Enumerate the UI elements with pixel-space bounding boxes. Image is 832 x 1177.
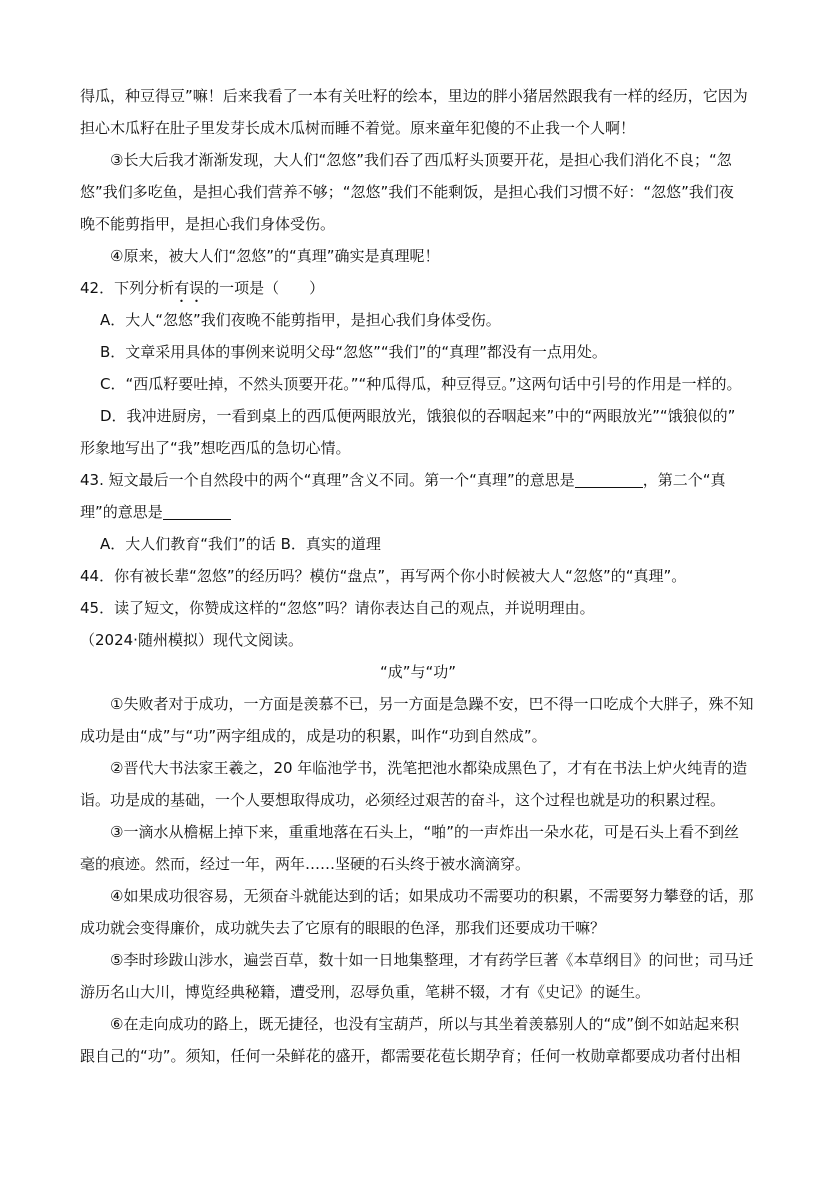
article-paragraph-1: ①失败者对于成功，一方面是羡慕不已，另一方面是急躁不安，巴不得一口吃成个大胖子，殊不知 bbox=[110, 695, 754, 713]
document-page bbox=[80, 80, 756, 1072]
article-paragraph-6: ⑥在走向成功的路上，既无捷径，也没有宝葫芦，所以与其坐着羡慕别人的“成”倒不如站起来积 bbox=[110, 1015, 739, 1033]
text-line: 成功是由“成”与“功”两字组成的，成是功的积累，叫作“功到自然成”。 bbox=[80, 727, 547, 745]
paragraph-3: ③长大后我才渐渐发现，大人们“忽悠”我们吞了西瓜籽头顶要开花，是担心我们消化不良；“忽 bbox=[110, 151, 732, 169]
question-43-part3: 理”的意思是 bbox=[80, 503, 163, 521]
paragraph-4: ④原来，被大人们“忽悠”的“真理”确实是真理呢！ bbox=[110, 247, 440, 265]
answer-blank-1[interactable] bbox=[575, 469, 643, 488]
text-line: 诣。功是成的基础，一个人要想取得成功，必须经过艰苦的奋斗，这个过程也就是功的积累过程。 bbox=[80, 791, 726, 809]
text-line: 成功就会变得廉价，成功就失去了它原有的眼眼的色泽，那我们还要成功干嘛？ bbox=[80, 919, 606, 937]
text-line: 晚不能剪指甲，是担心我们身体受伤。 bbox=[80, 215, 336, 233]
text-line: 毫的痕迹。然而，经过一年，两年……坚硬的石头终于被水滴滴穿。 bbox=[80, 855, 531, 873]
option-b: B．文章采用具体的事例来说明父母“忽悠”“我们”的“真理”都没有一点用处。 bbox=[100, 343, 607, 361]
text-line: 游历名山大川，博览经典秘籍，遭受刑，忍辱负重，笔耕不辍，才有《史记》的诞生。 bbox=[80, 983, 651, 1001]
option-c: C．“西瓜籽要吐掉，不然头顶要开花。”“种瓜得瓜，种豆得豆。”这两句话中引号的作用是一样的。 bbox=[100, 375, 742, 393]
text-line: 跟自己的“功”。须知，任何一朵鲜花的盛开，都需要花苞长期孕育；任何一枚勋章都要成功者付出相 bbox=[80, 1047, 741, 1065]
answer-blank-2[interactable] bbox=[163, 501, 231, 520]
text-line: 悠”我们多吃鱼，是担心我们营养不够；“忽悠”我们不能剩饭，是担心我们习惯不好：“忽悠”我们夜 bbox=[80, 183, 734, 201]
option-d: D．我冲进厨房，一看到桌上的西瓜便两眼放光，饿狼似的吞咽起来”中的“两眼放光”“饿狼似的” bbox=[100, 407, 736, 425]
article-title: “成”与“功” bbox=[379, 663, 457, 681]
question-42-prefix: 42．下列分析 bbox=[80, 279, 175, 297]
question-42-suffix: 的一项是（ ） bbox=[204, 279, 325, 297]
question-43-part1: 43. 短文最后一个自然段中的两个“真理”含义不同。第一个“真理”的意思是 bbox=[80, 471, 575, 489]
article-paragraph-4: ④如果成功很容易，无须奋斗就能达到的话；如果成功不需要功的积累，不需要努力攀登的话，那 bbox=[110, 887, 754, 905]
article-paragraph-2: ②晋代大书法家王羲之，20 年临池学书，洗笔把池水都染成黑色了，才有在书法上炉火纯青的造 bbox=[110, 759, 748, 777]
question-43 bbox=[80, 464, 756, 496]
text-line: 形象地写出了“我”想吃西瓜的急切心情。 bbox=[80, 439, 351, 457]
question-45: 45．读了短文，你赞成这样的“忽悠”吗？请你表达自己的观点，并说明理由。 bbox=[80, 599, 595, 617]
question-43-cont bbox=[80, 496, 756, 528]
question-42 bbox=[80, 272, 756, 304]
question-44: 44．你有被长辈“忽悠”的经历吗？模仿“盘点”，再写两个你小时候被大人“忽悠”的“真理”。 bbox=[80, 567, 687, 585]
question-43-options: A．大人们教育“我们”的话 B．真实的道理 bbox=[100, 535, 381, 553]
source-note: （2024·随州模拟）现代文阅读。 bbox=[80, 631, 303, 649]
question-42-emphasis: 有误 bbox=[174, 279, 205, 297]
text-line: 得瓜，种豆得豆”嘛！后来我看了一本有关吐籽的绘本，里边的胖小猪居然跟我有一样的经历，它因为 bbox=[80, 87, 748, 105]
question-43-part2: ，第二个“真 bbox=[642, 471, 726, 489]
text-line: 担心木瓜籽在肚子里发芽长成木瓜树而睡不着觉。原来童年犯傻的不止我一个人啊！ bbox=[80, 119, 636, 137]
option-a: A．大人“忽悠”我们夜晚不能剪指甲，是担心我们身体受伤。 bbox=[100, 311, 501, 329]
article-paragraph-5: ⑤李时珍跋山涉水，遍尝百草，数十如一日地集整理，才有药学巨著《本草纲目》的问世；司马迁 bbox=[110, 951, 754, 969]
article-paragraph-3: ③一滴水从檐椐上掉下来，重重地落在石头上，“啪”的一声炸出一朵水花，可是石头上看不到丝 bbox=[110, 823, 739, 841]
